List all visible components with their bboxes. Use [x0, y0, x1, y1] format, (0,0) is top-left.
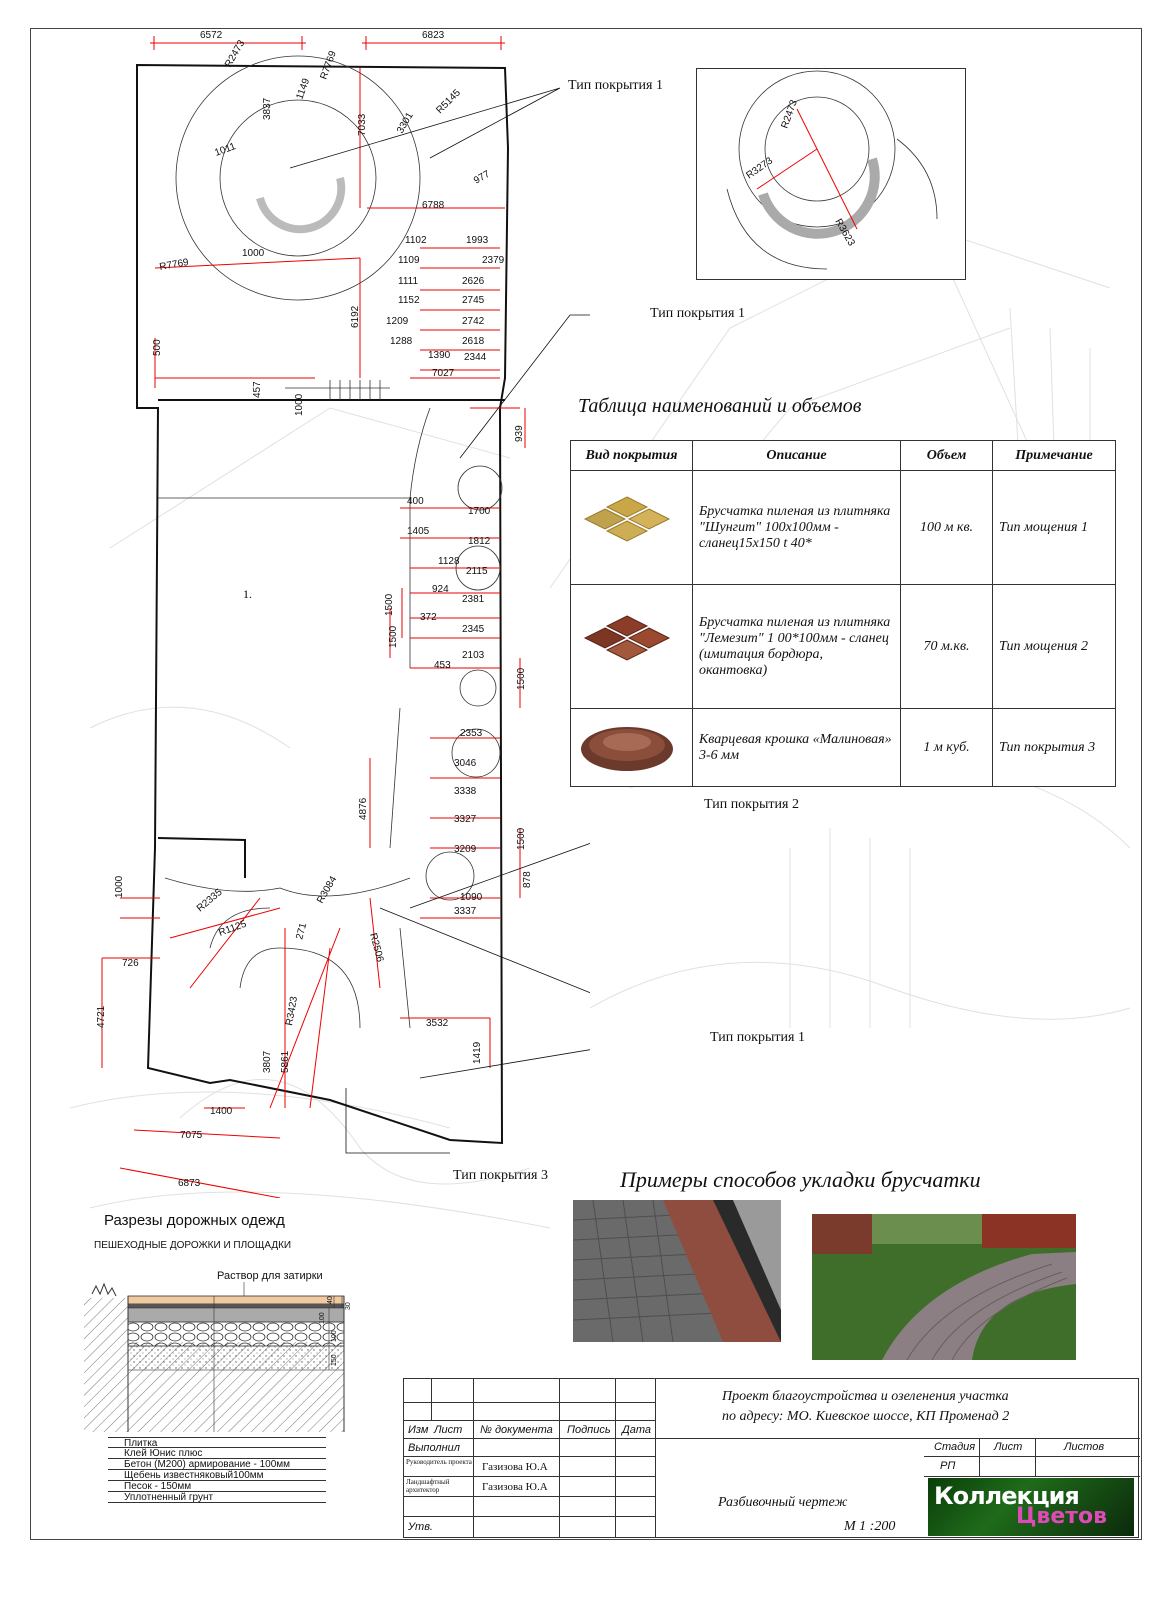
plan-dimension: 1288 — [390, 336, 413, 347]
plan-dimension: 1011 — [213, 141, 238, 159]
description-cell: Кварцевая крошка «Малиновая» 3-6 мм — [693, 709, 901, 787]
plan-dimension: 1209 — [386, 316, 409, 327]
swatch-cell — [571, 471, 693, 585]
site-plan — [30, 28, 590, 1198]
plan-dimension: R7769 — [318, 49, 339, 82]
callout-coating-type-1c: Тип покрытия 1 — [710, 1030, 805, 1045]
plan-dimension: 1109 — [398, 255, 420, 266]
plan-dimension: 2626 — [462, 276, 485, 287]
note-cell: Тип мощения 1 — [993, 471, 1116, 585]
callout-coating-type-3: Тип покрытия 3 — [453, 1168, 548, 1183]
plan-dimension: R3084 — [315, 874, 340, 906]
plan-dimension: 3337 — [454, 906, 477, 917]
table-title: Таблица наименований и объемов — [578, 395, 862, 417]
materials-table — [570, 440, 1116, 787]
col-sign: Подпись — [567, 1424, 611, 1436]
plan-dimension: 453 — [434, 660, 451, 671]
plan-dimension: 3837 — [262, 97, 273, 120]
table-header: Примечание — [993, 441, 1116, 471]
room-label: 1. — [243, 587, 252, 601]
shungit-tiles-icon — [577, 493, 677, 557]
layer-row: Бетон (М200) армирование - 100мм — [108, 1459, 326, 1470]
plan-dimension: R2473 — [223, 38, 248, 70]
brand-logo — [928, 1478, 1134, 1536]
plan-dimension: R5145 — [434, 87, 463, 117]
paving-photo-2 — [812, 1214, 1076, 1360]
plan-dimension: R2506 — [367, 931, 386, 964]
plan-dimension: 1500 — [388, 625, 399, 648]
description-cell: Брусчатка пиленая из плитняка "Лемезит" 1 00*100мм - сланец (имитация бордюра, окантовка) — [693, 585, 901, 709]
project-line-1: Проект благоустройства и озеленения участка — [722, 1389, 1009, 1404]
name-2: Газизова Ю.А — [482, 1481, 548, 1493]
plan-dimension: 500 — [152, 339, 163, 356]
drawing-scale: М 1 :200 — [844, 1519, 896, 1534]
layers-legend — [108, 1437, 326, 1503]
plan-dimension: 3327 — [454, 814, 477, 825]
section-subtitle: ПЕШЕХОДНЫЕ ДОРОЖКИ И ПЛОЩАДКИ — [94, 1240, 292, 1251]
detail-dim: R2473 — [779, 98, 800, 131]
plan-dimension: 7033 — [357, 113, 368, 136]
plan-dimension: 457 — [252, 381, 263, 398]
plan-dimension: R3423 — [284, 995, 301, 1027]
plan-dimension: 400 — [407, 496, 424, 507]
callout-coating-type-1a: Тип покрытия 1 — [568, 78, 663, 93]
plan-dimension: R7769 — [158, 257, 190, 273]
plan-dimension: 6823 — [422, 30, 445, 41]
plan-dimension: 1500 — [516, 667, 527, 690]
table-header: Вид покрытия — [571, 441, 693, 471]
plan-dimension: 1000 — [114, 875, 125, 898]
detail-dim: R3273 — [744, 155, 775, 182]
plan-dimension: 924 — [432, 584, 449, 595]
plan-dimension: 372 — [420, 612, 437, 623]
plan-dimension: 6192 — [350, 305, 361, 328]
logo-text-accent: Цветов — [1016, 1504, 1108, 1529]
examples-title: Примеры способов укладки брусчатки — [620, 1167, 981, 1192]
note-cell: Тип покрытия 3 — [993, 709, 1116, 787]
plan-dimension: 1993 — [466, 235, 489, 246]
layer-row: Плитка — [108, 1437, 326, 1448]
plan-dimension: 3338 — [454, 786, 477, 797]
approved-label: Утв. — [408, 1521, 433, 1533]
section-dim: 150 — [331, 1354, 338, 1366]
callout-coating-type-1b: Тип покрытия 1 — [650, 306, 745, 321]
plan-dimension: 2381 — [462, 594, 485, 605]
plan-dimension: 2618 — [462, 336, 485, 347]
plan-dimension: 6873 — [178, 1178, 201, 1189]
plan-dimension: 1102 — [405, 235, 427, 246]
plan-dimension: 7075 — [180, 1130, 203, 1141]
stage-header: Стадия — [934, 1441, 976, 1453]
plan-dimension: 1111 — [398, 276, 419, 287]
volume-cell: 70 м.кв. — [901, 585, 993, 709]
plan-dimension: 878 — [522, 871, 533, 888]
grout-callout: Раствор для затирки — [217, 1270, 323, 1282]
plan-dimension: 1500 — [384, 593, 395, 616]
layer-row: Песок - 150мм — [108, 1481, 326, 1492]
plan-dimension: 7027 — [432, 368, 455, 379]
section-dim: 30 — [345, 1302, 352, 1310]
plan-dimension: 2745 — [462, 295, 485, 306]
col-list: Лист — [434, 1424, 463, 1436]
plan-dimension: 271 — [294, 921, 310, 941]
plan-dimension: 1152 — [398, 295, 420, 306]
volume-cell: 100 м кв. — [901, 471, 993, 585]
role-1: Руководитель проекта — [406, 1458, 472, 1466]
plan-dimension: 1000 — [242, 248, 265, 259]
plan-dimension: 1149 — [294, 77, 313, 102]
drawing-name: Разбивочный чертеж — [718, 1495, 848, 1510]
plan-dimension: 6788 — [422, 200, 445, 211]
plan-dimension: 1500 — [516, 827, 527, 850]
section-dim: 100 — [331, 1330, 338, 1342]
plan-dimension: 1700 — [468, 506, 491, 517]
project-line-2: по адресу: МО. Киевское шоссе, КП Променад 2 — [722, 1409, 1010, 1424]
plan-dimension: 6572 — [200, 30, 223, 41]
plan-dimension: 1400 — [210, 1106, 233, 1117]
plan-dimension: 1090 — [460, 892, 483, 903]
plan-dimension: 1419 — [472, 1041, 483, 1064]
table-row — [571, 709, 1116, 787]
note-cell: Тип мощения 2 — [993, 585, 1116, 709]
section-dim: 100 — [319, 1312, 326, 1324]
plan-dimension: 3046 — [454, 758, 477, 769]
swatch-cell — [571, 709, 693, 787]
plan-dimension: 2379 — [482, 255, 505, 266]
plan-dimension: 3209 — [454, 844, 477, 855]
table-row — [571, 471, 1116, 585]
swatch-cell — [571, 585, 693, 709]
pavement-section — [84, 1282, 374, 1432]
col-izm: Изм — [408, 1424, 429, 1436]
description-cell: Брусчатка пиленая из плитняка "Шунгит" 100х100мм - сланец15х150 t 40* — [693, 471, 901, 585]
plan-dimension: 4721 — [96, 1005, 107, 1028]
plan-dimension: R1125 — [217, 918, 249, 939]
plan-dimension: 939 — [514, 425, 525, 442]
detail-inset — [696, 68, 966, 280]
plan-dimension: 3301 — [395, 110, 416, 136]
col-date: Дата — [622, 1424, 652, 1436]
plan-dimension: 1405 — [407, 526, 430, 537]
table-row — [571, 585, 1116, 709]
logo-text: Коллекция — [934, 1482, 1079, 1510]
plan-dimension: 2742 — [462, 316, 485, 327]
plan-dimension: 2115 — [466, 566, 488, 577]
lemezit-tiles-icon — [577, 612, 677, 676]
table-header: Описание — [693, 441, 901, 471]
quartz-gravel-icon — [577, 713, 677, 777]
stage-value: РП — [940, 1460, 956, 1472]
plan-dimension: 5861 — [280, 1050, 291, 1073]
plan-dimension: 977 — [472, 168, 492, 187]
layer-row: Щебень известняковый100мм — [108, 1470, 326, 1481]
volume-cell: 1 м куб. — [901, 709, 993, 787]
layer-row: Клей Юнис плюс — [108, 1448, 326, 1459]
name-1: Газизова Ю.А — [482, 1461, 548, 1473]
plan-dimension: 1812 — [468, 536, 491, 547]
plan-dimension: 3807 — [262, 1050, 273, 1073]
layer-row: Уплотненный грунт — [108, 1492, 326, 1503]
section-title: Разрезы дорожных одежд — [104, 1212, 285, 1229]
section-dim: 40 — [327, 1296, 334, 1304]
plan-dimension: 1390 — [428, 350, 451, 361]
sheets-header: Листов — [1064, 1441, 1105, 1453]
plan-dimension: 3532 — [426, 1018, 449, 1029]
plan-dimension: 2345 — [462, 624, 485, 635]
plan-dimension: 1000 — [294, 393, 305, 416]
role-2: Ландшафтный архитектор — [406, 1478, 450, 1494]
plan-dimension: 726 — [122, 958, 139, 969]
plan-dimension: 4876 — [358, 797, 369, 820]
plan-dimension: R2335 — [194, 886, 225, 915]
paving-photo-1 — [573, 1200, 781, 1342]
detail-dim: R3623 — [832, 217, 857, 249]
sheet-header: Лист — [994, 1441, 1023, 1453]
plan-dimension: 2103 — [462, 650, 485, 661]
callout-coating-type-2: Тип покрытия 2 — [704, 797, 799, 812]
plan-dimension: 2353 — [460, 728, 483, 739]
col-doc: № документа — [480, 1424, 553, 1436]
performed-label: Выполнил — [408, 1442, 460, 1454]
plan-dimension: 1128 — [438, 556, 460, 567]
table-header-row — [571, 441, 1116, 471]
table-header: Объем — [901, 441, 993, 471]
plan-dimension: 2344 — [464, 352, 487, 363]
